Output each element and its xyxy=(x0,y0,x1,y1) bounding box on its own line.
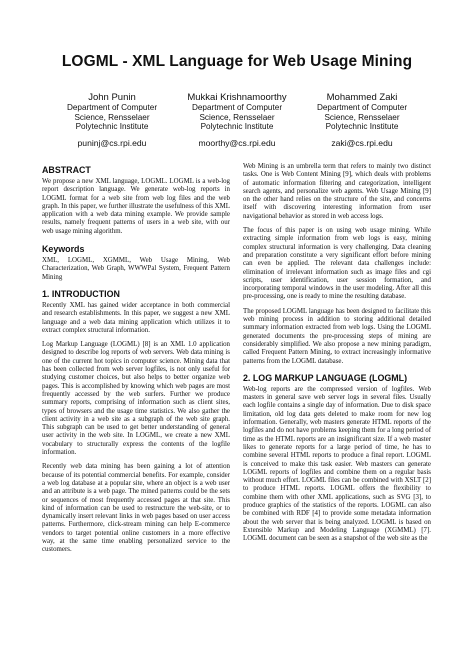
author-name: Mohammed Zaki xyxy=(326,92,398,103)
author-affiliation-line: Polytechnic Institute xyxy=(200,122,274,132)
author-email: puninj@cs.rpi.edu xyxy=(77,137,147,148)
keywords-heading: Keywords xyxy=(42,244,85,255)
body-paragraph: The focus of this paper is on using web usage mining. While extracting simple information from web logs is easy, mining complex structural information is very challenging. Data cleaning and preparation constitute a very significant effort before mining can even be applied. The relevant data challenges include: elimination of irrelevant information such as image files and cgi scripts, user identification, user session formation, and incorporating temporal windows in the user modeling. After all this pre-processing, one is ready to mine the resulting database. xyxy=(243,227,431,301)
author-affiliation-line: Department of Computer xyxy=(191,103,283,112)
intro-paragraph: Log Markup Language (LOGML) [8] is an XML 1.0 application designed to describe log reports of web servers. Web data mining is one of the current hot topics in computer science. Mining data that has been collected from web server logfiles, is not only useful for studying customer choices, but also helps to better organize web pages. This is accomplished by knowing which web pages are most frequently accessed by the web surfers. Further we produce summary reports, comprising of information such as client sites, types of browsers and the usage time statistics. We also gather the client activity in a web site as a subgraph of the web site graph. This subgraph can be used to get better understanding of general user activity in the web site. In LOGML, we create a new XML vocabulary to structurally express the contents of the logfile information. xyxy=(42,341,230,457)
section2-text: Web-log reports are the compressed version of logfiles. Web masters in general save web server logs in several files. Usually each logfile contains a single day of information. Due to disk space limitation, old log data gets deleted to make room for new log information. Generally, web masters generate HTML reports of the logfiles and do not have problems keeping them for a long period of time as the HTML reports are an insignificant size. If a web master likes to generate reports for a large period of time, he has to combine several HTML reports to produce a final report. LOGML is conceived to make this task easier. Web masters can generate LOGML reports of logfiles and combine them on a regular basis without much effort. LOGML files can be combined with XSLT [2] to produce HTML reports. LOGML offers the flexibility to combine them with other XML applications, such as SVG [3], to produce graphics of the statistics of the reports. LOGML can also be combined with RDF [4] to provide some metadata information about the web server that is being analyzed. LOGML is based on Extensible Markup and Modeling Language (XGMML) [7]. LOGML document can be seen as a snapshot of the web site as the xyxy=(243,385,431,543)
right-column xyxy=(243,163,431,549)
author-name: Mukkai Krishnamoorthy xyxy=(187,92,287,103)
body-paragraph: The proposed LOGML language has been designed to facilitate this web mining process in addition to storing additional detailed summary information extracted from web logs. Using the LOGML generated documents the pre-processing steps of mining are considerably simplified. We also propose a new mining paradigm, called Frequent Pattern Mining, to extract increasingly informative patterns from the LOGML database. xyxy=(243,307,431,365)
author-email: moorthy@cs.rpi.edu xyxy=(198,137,276,148)
left-column xyxy=(42,165,230,561)
author-affiliation-line: Polytechnic Institute xyxy=(325,122,399,132)
author-affiliation-line: Science, Rensselaer xyxy=(199,112,275,122)
intro-paragraph: Recently web data mining has been gaining a lot of attention because of its potential commercial benefits. For example, consider a web log database at a popular site, where an object is a web user and an attribute is a web page. The mined patterns could be the sets or sequences of most frequently accessed pages at that site. This kind of information can be used to restructure the web-site, or to dynamically insert relevant links in web pages based on user access patterns. Furthermore, click-stream mining can help E-commerce vendors to target potential online customers in a more effective way, at the same time enabling personalized service to the customers. xyxy=(42,463,230,554)
paper-title: LOGML - XML Language for Web Usage Mining xyxy=(61,53,413,70)
abstract-text: We propose a new XML language, LOGML. LOGML is a web-log report description language. We generate web-log reports in LOGML format for a web site from web log files and the web graph. In this paper, we further illustrate the usefulness of this XML application with a web data mining example. We provide sample results, namely frequent patterns of users in a web site, with our web usage mining algorithm. xyxy=(42,178,230,235)
intro-paragraph: Recently XML has gained wider acceptance in both commercial and research establishments. In this paper, we suggest a new XML language and a web data mining application which utilizes it to extract complex structural information. xyxy=(42,301,230,334)
author-1 xyxy=(52,92,172,148)
author-block xyxy=(52,92,422,148)
author-2 xyxy=(177,92,297,148)
author-affiliation-line: Department of Computer xyxy=(316,103,408,112)
author-affiliation-line: Science, Rensselaer xyxy=(74,112,150,122)
section2-heading: 2. LOG MARKUP LANGUAGE (LOGML) xyxy=(243,372,408,383)
author-affiliation-line: Polytechnic Institute xyxy=(75,122,149,132)
intro-heading: 1. INTRODUCTION xyxy=(42,288,120,299)
author-affiliation-line: Science, Rensselaer xyxy=(324,112,400,122)
keywords-text: XML, LOGML, XGMML, Web Usage Mining, Web Characterization, Web Graph, WWWPal System, Frequent Pattern Mining xyxy=(42,257,230,281)
author-3 xyxy=(302,92,422,148)
author-email: zaki@cs.rpi.edu xyxy=(331,137,393,148)
body-paragraph: Web Mining is an umbrella term that refers to mainly two distinct tasks. One is Web Content Mining [9], which deals with problems of automatic information filtering and categorization, intelligent search agents, and personalize web agents. Web Usage Mining [9] on the other hand relies on the structure of the site, and concerns itself with discovering interesting information from user navigational behavior as stored in web access logs. xyxy=(243,163,431,220)
author-affiliation-line: Department of Computer xyxy=(66,103,158,112)
abstract-heading: ABSTRACT xyxy=(42,165,91,175)
author-name: John Punin xyxy=(88,92,136,103)
